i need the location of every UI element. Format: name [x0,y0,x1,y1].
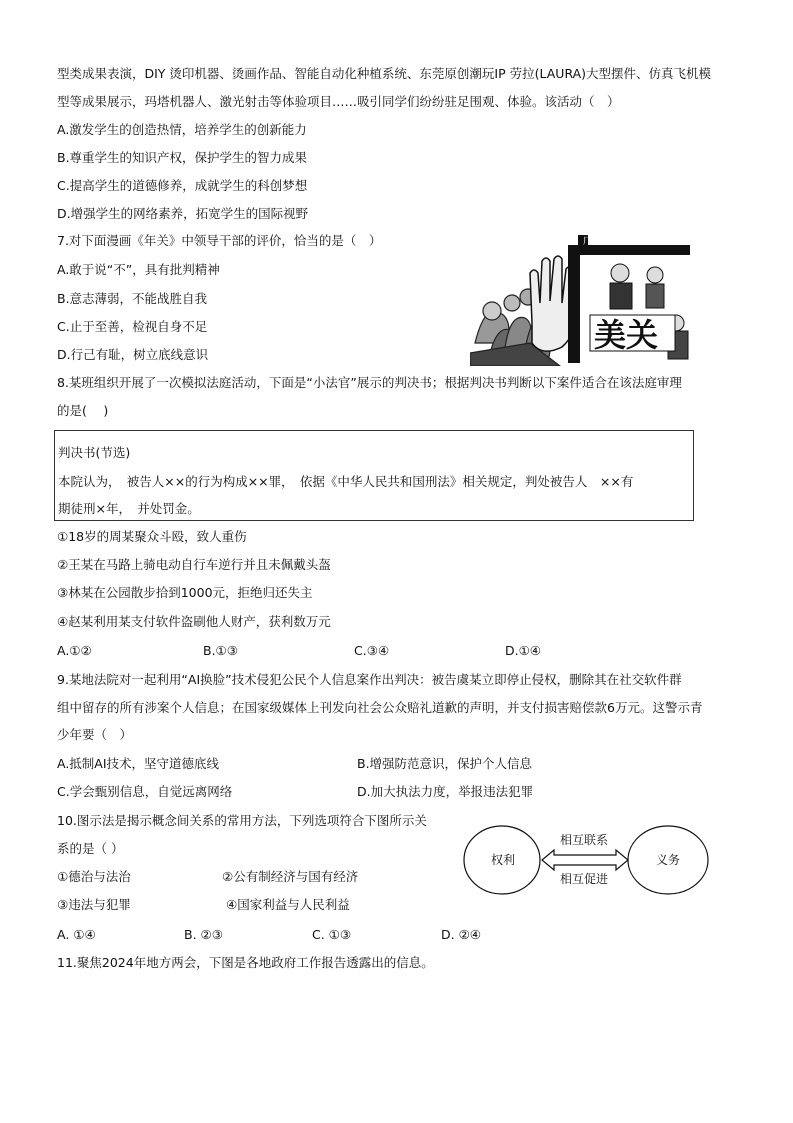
q8-stem-line2: 的是( ) [57,403,109,418]
q7-option-b: B.意志薄弱，不能战胜自我 [57,291,208,306]
q7-option-a: A.敢于说“不”，具有批判精神 [57,262,220,277]
q8-item-1: ①18岁的周某聚众斗殴，致人重伤 [57,529,247,544]
q9-stem-line2: 组中留存的所有涉案个人信息；在国家级媒体上刊发向社会公众赔礼道歉的声明，并支付损害赔偿款6万元。这警示青 [57,700,703,715]
q7-option-c: C.止于至善，检视自身不足 [57,319,208,334]
q8-stem-line1: 8.某班组织开展了一次模拟法庭活动，下面是“小法官”展示的判决书；根据判决书判断以下案件适合在该法庭审理 [57,375,682,390]
q6-option-a: A.激发学生的创造热情，培养学生的创新能力 [57,122,307,137]
q7-option-d: D.行己有耻，树立底线意识 [57,347,209,362]
q6-option-d: D.增强学生的网络素养，拓宽学生的国际视野 [57,206,309,221]
q8-item-2: ②王某在马路上骑电动自行车逆行并且未佩戴头盔 [57,557,331,572]
mutual-connection-label: 相互联系 [560,833,609,847]
q10-item-3: ③违法与犯罪 [57,897,131,912]
q7-stem: 7.对下面漫画《年关》中领导干部的评价，恰当的是（ ） [57,233,382,248]
q10-item-2: ②公有制经济与国有经济 [222,869,359,884]
double-arrow-icon [542,850,628,870]
rights-duties-diagram [462,820,712,900]
judgment-line2: 期徒刑×年， 并处罚金。 [58,501,200,516]
q10-item-1: ①德治与法治 [57,869,131,884]
judgment-excerpt-box [54,430,694,521]
q10-stem-line1: 10.图示法是揭示概念间关系的常用方法，下列选项符合下图所示关 [57,813,427,828]
mutual-promotion-label: 相互促进 [560,872,609,886]
q9-stem-line3: 少年要（ ） [57,727,133,742]
cartoon-title-char: 广 [583,236,593,247]
rights-label: 权利 [491,853,516,867]
q6-option-b: B.尊重学生的知识产权，保护学生的智力成果 [57,150,308,165]
q8-item-3: ③林某在公园散步拾到1000元，拒绝归还失主 [57,585,313,600]
q10-option-d: D. ②④ [441,927,481,942]
q8-option-c: C.③④ [354,643,390,658]
q8-option-a: A.①② [57,643,92,658]
q9-option-a: A.抵制AI技术，坚守道德底线 [57,756,220,771]
judgment-line1: 本院认为， 被告人××的行为构成××罪， 依据《中华人民共和国刑法》相关规定，判处被告人 ××有 [58,474,634,489]
q9-option-d: D.加大执法力度，举报违法犯罪 [357,784,534,799]
cartoon-nianguan-image [470,233,696,366]
q10-option-c: C. ①③ [312,927,352,942]
q9-option-c: C.学会甄别信息，自觉远离网络 [57,784,233,799]
q9-stem-line1: 9.某地法院对一起利用“AI换脸”技术侵犯公民个人信息案作出判决：被告虞某立即停止侵权，删除其在社交软件群 [57,672,682,687]
q6-stem-line1: 型类成果表演，DIY 烫印机器、烫画作品、智能自动化种植系统、东莞原创潮玩IP 劳拉(LAURA)大型摆件、仿真飞机模 [57,66,712,81]
q8-item-4: ④赵某利用某支付软件盗刷他人财产，获利数万元 [57,614,331,629]
duties-label: 义务 [656,853,681,867]
judgment-title: 判决书(节选) [58,445,131,460]
q6-stem-line2: 型等成果展示，玛塔机器人、激光射击等体验项目……吸引同学们纷纷驻足围观、体验。该活动（ ） [57,94,620,109]
cartoon-caption-chars: 美关 [594,316,659,354]
q10-item-4: ④国家利益与人民利益 [226,897,350,912]
q6-option-c: C.提高学生的道德修养，成就学生的科创梦想 [57,178,308,193]
q10-option-b: B. ②③ [184,927,223,942]
q8-option-d: D.①④ [505,643,542,658]
q8-option-b: B.①③ [203,643,238,658]
q10-option-a: A. ①④ [57,927,96,942]
q10-stem-line2: 系的是（ ） [57,841,124,856]
q11-stem: 11.聚焦2024年地方两会，下图是各地政府工作报告透露出的信息。 [57,955,434,970]
q9-option-b: B.增强防范意识，保护个人信息 [357,756,533,771]
